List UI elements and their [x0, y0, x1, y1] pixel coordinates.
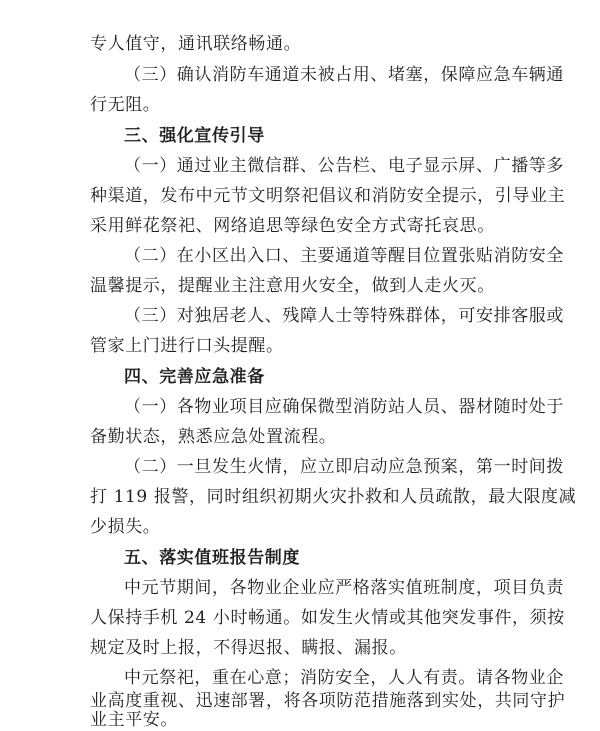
paragraph-line: （一）通过业主微信群、公告栏、电子显示屏、广播等多 — [124, 156, 564, 176]
paragraph-line: （三）确认消防车通道未被占用、堵塞，保障应急车辆通 — [124, 65, 564, 85]
paragraph-line: 业高度重视、迅速部署，将各项防范措施落到实处，共同守护 — [90, 691, 566, 711]
section-heading: 三、强化宣传引导 — [124, 126, 265, 146]
paragraph-line: （一）各物业项目应确保微型消防站人员、器材随时处于 — [124, 397, 564, 417]
paragraph-line: （二）在小区出入口、主要通道等醒目位置张贴消防安全 — [124, 246, 564, 266]
paragraph-line: 备勤状态，熟悉应急处置流程。 — [90, 427, 337, 447]
paragraph-line: 规定及时上报，不得迟报、瞒报、漏报。 — [90, 638, 407, 658]
section-heading: 五、落实值班报告制度 — [124, 548, 300, 568]
paragraph-line: 温馨提示，提醒业主注意用火安全，做到人走火灭。 — [90, 276, 495, 296]
section-heading: 四、完善应急准备 — [124, 367, 265, 387]
paragraph-line: （三）对独居老人、残障人士等特殊群体，可安排客服或 — [124, 306, 564, 326]
paragraph-line: 中元祭祀，重在心意；消防安全，人人有责。请各物业企 — [124, 668, 564, 688]
paragraph-line: 少损失。 — [90, 517, 161, 537]
paragraph-line: 业主平安。 — [90, 710, 178, 730]
paragraph-line: 人保持手机 24 小时畅通。如发生火情或其他突发事件，须按 — [90, 608, 565, 628]
paragraph-line: 专人值守，通讯联络畅通。 — [90, 34, 302, 54]
paragraph-line: 打 119 报警，同时组织初期火灾扑救和人员疏散，最大限度减 — [90, 487, 577, 507]
paragraph-line: （二）一旦发生火情，应立即启动应急预案，第一时间拨 — [124, 457, 564, 477]
paragraph-line: 采用鲜花祭祀、网络追思等绿色安全方式寄托哀思。 — [90, 216, 495, 236]
paragraph-line: 种渠道，发布中元节文明祭祀倡议和消防安全提示，引导业主 — [90, 186, 566, 206]
paragraph-line: 中元节期间，各物业企业应严格落实值班制度，项目负责 — [124, 578, 564, 598]
paragraph-line: 管家上门进行口头提醒。 — [90, 336, 284, 356]
paragraph-line: 行无阻。 — [90, 95, 161, 115]
